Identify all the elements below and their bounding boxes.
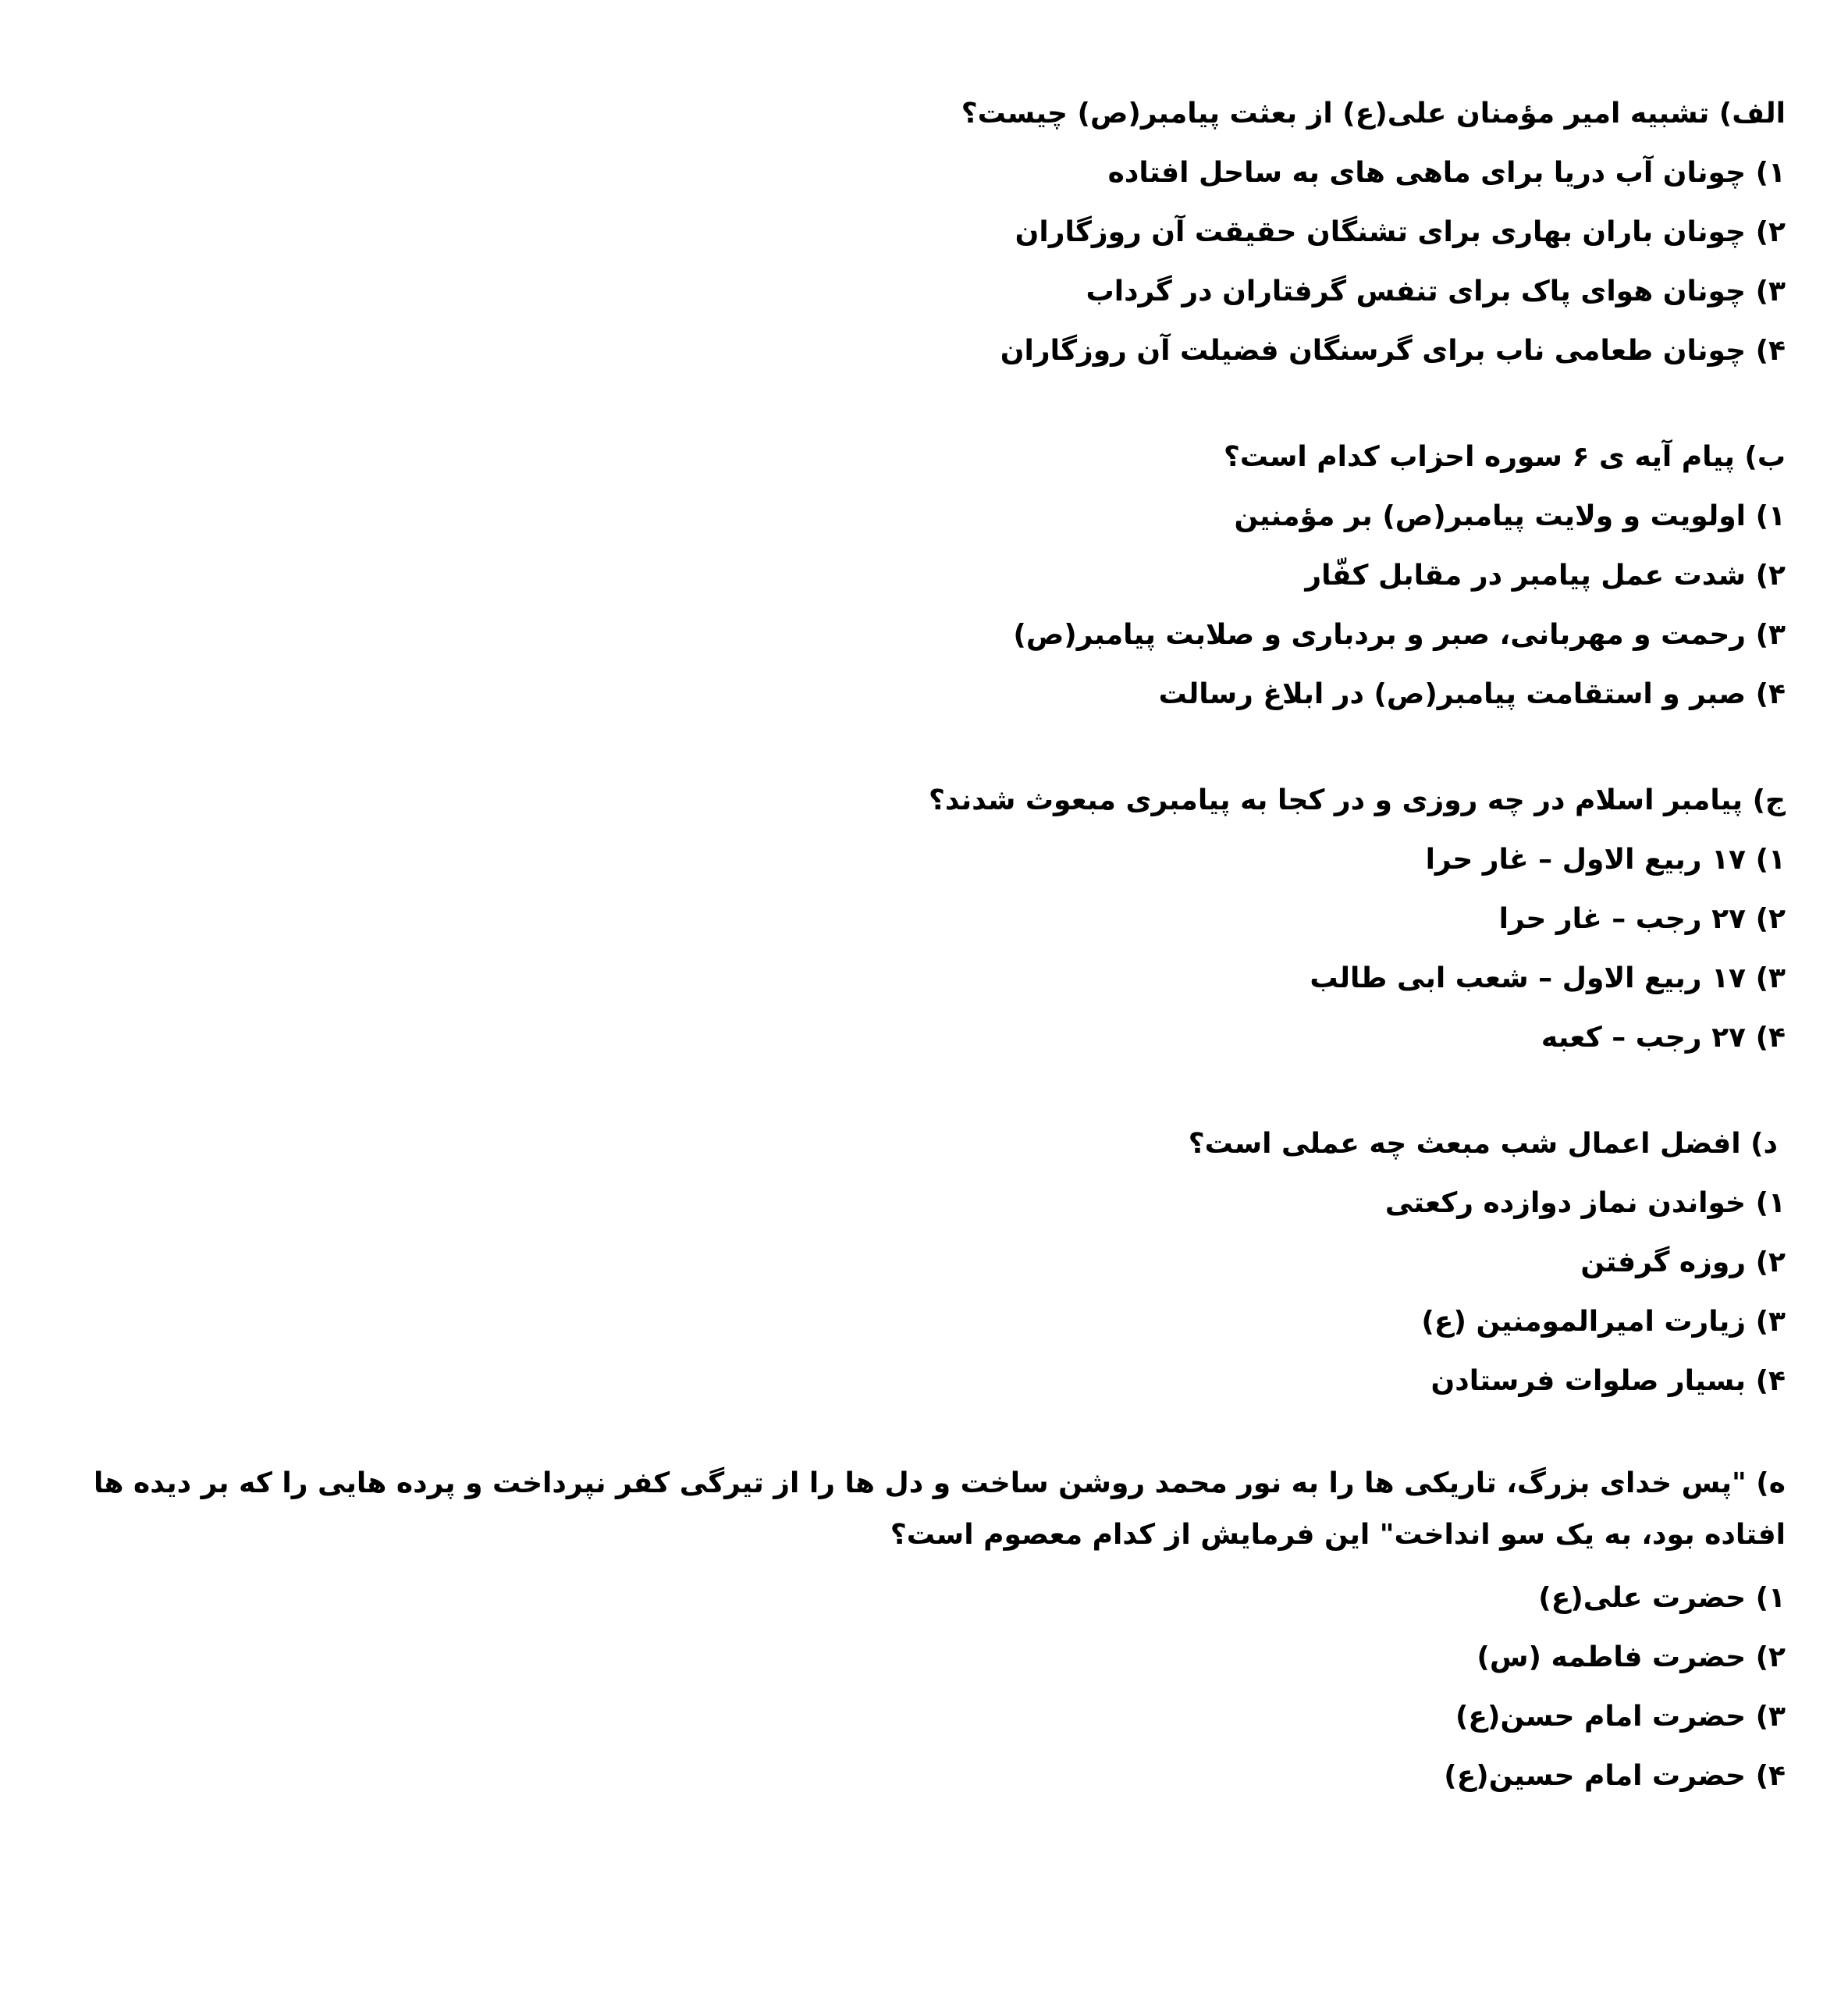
option-item: [61, 1292, 1786, 1352]
option-text: ۱۷ ربیع الاول – غار حرا: [1425, 844, 1747, 876]
option-item: [61, 487, 1786, 546]
option-number: ۳): [1755, 1701, 1786, 1733]
option-text: حضرت علی(ع): [1538, 1582, 1747, 1614]
option-number: ۱): [1755, 1582, 1786, 1614]
option-number: ۴): [1755, 678, 1786, 710]
option-number: ۱): [1755, 844, 1786, 876]
option-number: ۱): [1755, 157, 1786, 189]
question-jim: [61, 771, 1786, 1068]
option-list: [61, 830, 1786, 1068]
option-number: ۱): [1755, 500, 1786, 532]
option-number: ۱): [1755, 1187, 1786, 1219]
question-text: ب) پیام آیه ی ۶ سوره احزاب کدام است؟: [1223, 441, 1786, 473]
option-text: بسیار صلوات فرستادن: [1430, 1365, 1747, 1397]
option-number: ۳): [1755, 962, 1786, 994]
option-text: خواندن نماز دوازده رکعتی: [1384, 1187, 1747, 1219]
question-text: الف) تشبیه امیر مؤمنان علی(ع) از بعثت پیامبر(ص) چیست؟: [961, 98, 1786, 130]
option-item: [61, 890, 1786, 949]
option-number: ۴): [1755, 1022, 1786, 1054]
option-item: [61, 949, 1786, 1008]
option-item: [61, 1174, 1786, 1233]
option-number: ۲): [1755, 1246, 1786, 1278]
option-text: صبر و استقامت پیامبر(ص) در ابلاغ رسالت: [1158, 678, 1747, 710]
option-number: ۳): [1755, 619, 1786, 651]
question-he: [61, 1458, 1786, 1806]
option-text: ۱۷ ربیع الاول – شعب ابی طالب: [1310, 962, 1747, 994]
option-number: ۳): [1755, 1306, 1786, 1338]
option-item: [61, 830, 1786, 890]
option-item: [61, 1747, 1786, 1806]
option-number: ۴): [1755, 335, 1786, 367]
option-item: [61, 1628, 1786, 1687]
option-number: ۳): [1755, 276, 1786, 308]
option-list: [61, 487, 1786, 724]
option-item: [61, 546, 1786, 606]
option-number: ۴): [1755, 1365, 1786, 1397]
option-item: [61, 1687, 1786, 1747]
option-item: [61, 1352, 1786, 1411]
option-text: حضرت امام حسن(ع): [1455, 1701, 1747, 1733]
option-text: شدت عمل پیامبر در مقابل کفّار: [1305, 560, 1747, 592]
question-dal: [61, 1115, 1786, 1411]
option-text: چونان طعامی ناب برای گرسنگان فضیلت آن روزگاران: [1000, 335, 1747, 367]
option-item: [61, 203, 1786, 262]
question-text: ج) پیامبر اسلام در چه روزی و در کجا به پیامبری مبعوث شدند؟: [928, 784, 1786, 816]
option-number: ۲): [1755, 1641, 1786, 1673]
option-item: [61, 606, 1786, 665]
option-item: [61, 1569, 1786, 1628]
option-text: چونان هوای پاک برای تنفس گرفتاران در گرداب: [1086, 276, 1747, 308]
option-item: [61, 1008, 1786, 1068]
option-text: ۲۷ رجب – کعبه: [1541, 1022, 1747, 1054]
option-item: [61, 1233, 1786, 1292]
option-number: ۲): [1755, 903, 1786, 935]
option-item: [61, 262, 1786, 322]
option-item: [61, 665, 1786, 724]
option-item: [61, 322, 1786, 381]
option-text: روزه گرفتن: [1580, 1246, 1747, 1278]
option-list: [61, 1174, 1786, 1411]
option-list: [61, 1569, 1786, 1806]
option-text: حضرت امام حسین(ع): [1444, 1760, 1747, 1792]
option-text: زیارت امیرالمومنین (ع): [1421, 1306, 1747, 1338]
question-text: د) افضل اعمال شب مبعث چه عملی است؟: [1188, 1128, 1778, 1160]
option-text: اولویت و ولایت پیامبر(ص) بر مؤمنین: [1234, 500, 1747, 532]
option-text: حضرت فاطمه (س): [1477, 1641, 1747, 1673]
question-text: ه) "پس خدای بزرگ، تاریکی ها را به نور محمد روشن ساخت و دل ها را از تیرگی کفر نپرداخت و پرده هایی را که بر دیده ها افتاده بود، به یک سو انداخت" این فرمایش از کدام معصوم است؟: [94, 1467, 1786, 1551]
option-number: ۴): [1755, 1760, 1786, 1792]
option-item: [61, 144, 1786, 203]
option-text: چونان آب دریا برای ماهی های به ساحل افتاده: [1107, 157, 1747, 189]
option-number: ۲): [1755, 560, 1786, 592]
question-list: [61, 84, 1786, 1806]
option-text: رحمت و مهربانی، صبر و بردباری و صلابت پیامبر(ص): [1013, 619, 1747, 651]
question-be: [61, 428, 1786, 724]
option-list: [61, 144, 1786, 381]
option-text: چونان باران بهاری برای تشنگان حقیقت آن روزگاران: [1015, 216, 1747, 248]
question-alef: [61, 84, 1786, 381]
option-number: ۲): [1755, 216, 1786, 248]
option-text: ۲۷ رجب – غار حرا: [1498, 903, 1747, 935]
